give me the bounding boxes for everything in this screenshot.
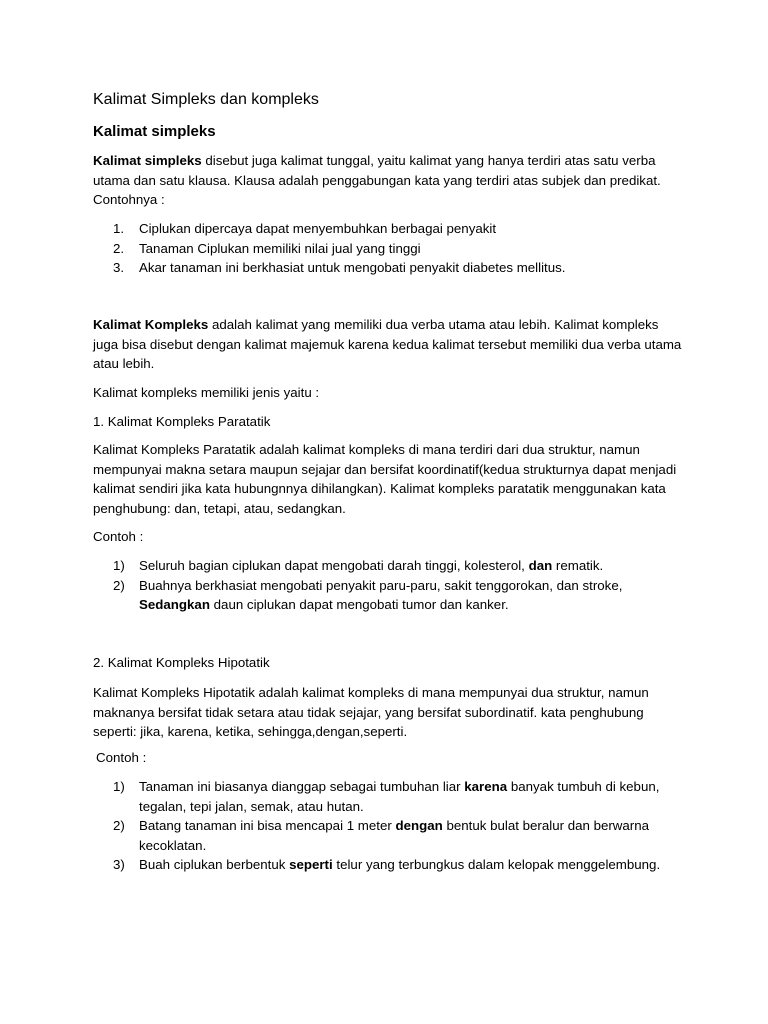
list-number: 1.	[113, 221, 125, 236]
list-number: 3)	[113, 857, 125, 872]
list-item	[93, 855, 683, 875]
list-number: 2)	[113, 577, 125, 593]
paragraph-hipotatik: Kalimat Kompleks Hipotatik adalah kalimat kompleks di mana mempunyai dua struktur, namun maknanya bersifat tidak setara atau tidak sejajar, yang bersifat subordinatif. kata penghubung seperti: jika, karena, ketika, sehingga,dengan,seperti.	[93, 685, 649, 739]
list-item-text: Seluruh bagian ciplukan dapat mengobati darah tinggi, kolesterol,	[139, 558, 529, 573]
list-item	[93, 239, 683, 259]
list-item-text: Batang tanaman ini bisa mencapai 1 meter	[139, 818, 396, 833]
list-item-text: Buah ciplukan berbentuk	[139, 857, 290, 872]
document-title: Kalimat Simpleks dan kompleks	[93, 91, 319, 108]
list-item	[93, 258, 683, 278]
list-item	[93, 777, 683, 816]
definition-text: disebut juga kalimat tunggal, yaitu kalimat yang hanya terdiri atas satu verba utama dan satu klausa. Klausa adalah penggabungan kata yang terdiri atas subjek dan predikat. Contohnya :	[93, 153, 661, 207]
example-list-hipotatik	[93, 777, 683, 875]
term-simpleks: Kalimat simpleks	[93, 153, 202, 168]
example-list-paratatik	[93, 556, 683, 615]
list-item-text: banyak tumbuh di kebun, tegalan, tepi jalan, semak, atau hutan.	[139, 779, 660, 814]
conjunction: Sedangkan	[139, 597, 210, 612]
conjunction: dan	[528, 558, 553, 573]
list-item-text: Tanaman Ciplukan memiliki nilai jual yang tinggi	[139, 240, 421, 256]
definition-text: adalah kalimat yang memiliki dua verba utama atau lebih. Kalimat kompleks juga bisa disebut dengan kalimat majemuk karena kedua kalimat tersebut memiliki dua verba utama atau lebih.	[93, 317, 682, 371]
term-kompleks: Kalimat Kompleks	[93, 317, 209, 332]
list-item	[93, 556, 683, 576]
subheading-paratatik: 1. Kalimat Kompleks Paratatik	[93, 414, 271, 429]
paragraph-jenis: Kalimat kompleks memiliki jenis yaitu :	[93, 385, 320, 400]
list-item	[93, 816, 683, 855]
list-item-text: Ciplukan dipercaya dapat menyembuhkan berbagai penyakit	[139, 221, 497, 236]
list-item-text: telur yang terbungkus dalam kelopak menggelembung.	[332, 857, 661, 872]
list-number: 2.	[113, 240, 125, 256]
list-item	[93, 576, 683, 615]
paragraph-kompleks-definition	[93, 315, 683, 374]
list-number: 2)	[113, 818, 125, 833]
subheading-hipotatik: 2. Kalimat Kompleks Hipotatik	[93, 655, 270, 670]
example-label: Contoh :	[96, 750, 147, 765]
list-item-text: Buahnya berkhasiat mengobati penyakit paru-paru, sakit tenggorokan, dan stroke,	[139, 577, 623, 593]
conjunction: karena	[464, 779, 508, 794]
list-number: 1)	[113, 779, 125, 794]
list-item-text: Tanaman ini biasanya dianggap sebagai tumbuhan liar	[139, 779, 465, 794]
section-heading-simpleks: Kalimat simpleks	[93, 123, 216, 140]
example-list-simpleks	[93, 219, 683, 278]
paragraph-paratatik: Kalimat Kompleks Paratatik adalah kalimat kompleks di mana terdiri dari dua struktur, namun mempunyai makna setara maupun sejajar dan bersifat koordinatif(kedua strukturnya dapat menjadi kalimat sendiri jika kata hubungnnya dihilangkan). Kalimat kompleks paratatik menggunakan kata penghubung: dan, tetapi, atau, sedangkan.	[93, 442, 677, 516]
list-item-text: bentuk bulat beralur dan berwarna kecoklatan.	[139, 818, 650, 853]
conjunction: dengan	[395, 818, 443, 833]
list-item-text: rematik.	[552, 558, 604, 573]
paragraph-simpleks-definition	[93, 151, 683, 210]
list-number: 1)	[113, 558, 125, 573]
list-item-text: Akar tanaman ini berkhasiat untuk mengobati penyakit diabetes mellitus.	[139, 260, 566, 275]
list-item-text: daun ciplukan dapat mengobati tumor dan kanker.	[209, 597, 509, 612]
list-item	[93, 219, 683, 239]
list-number: 3.	[113, 260, 125, 275]
example-label: Contoh :	[93, 529, 144, 544]
conjunction: seperti	[289, 857, 333, 872]
